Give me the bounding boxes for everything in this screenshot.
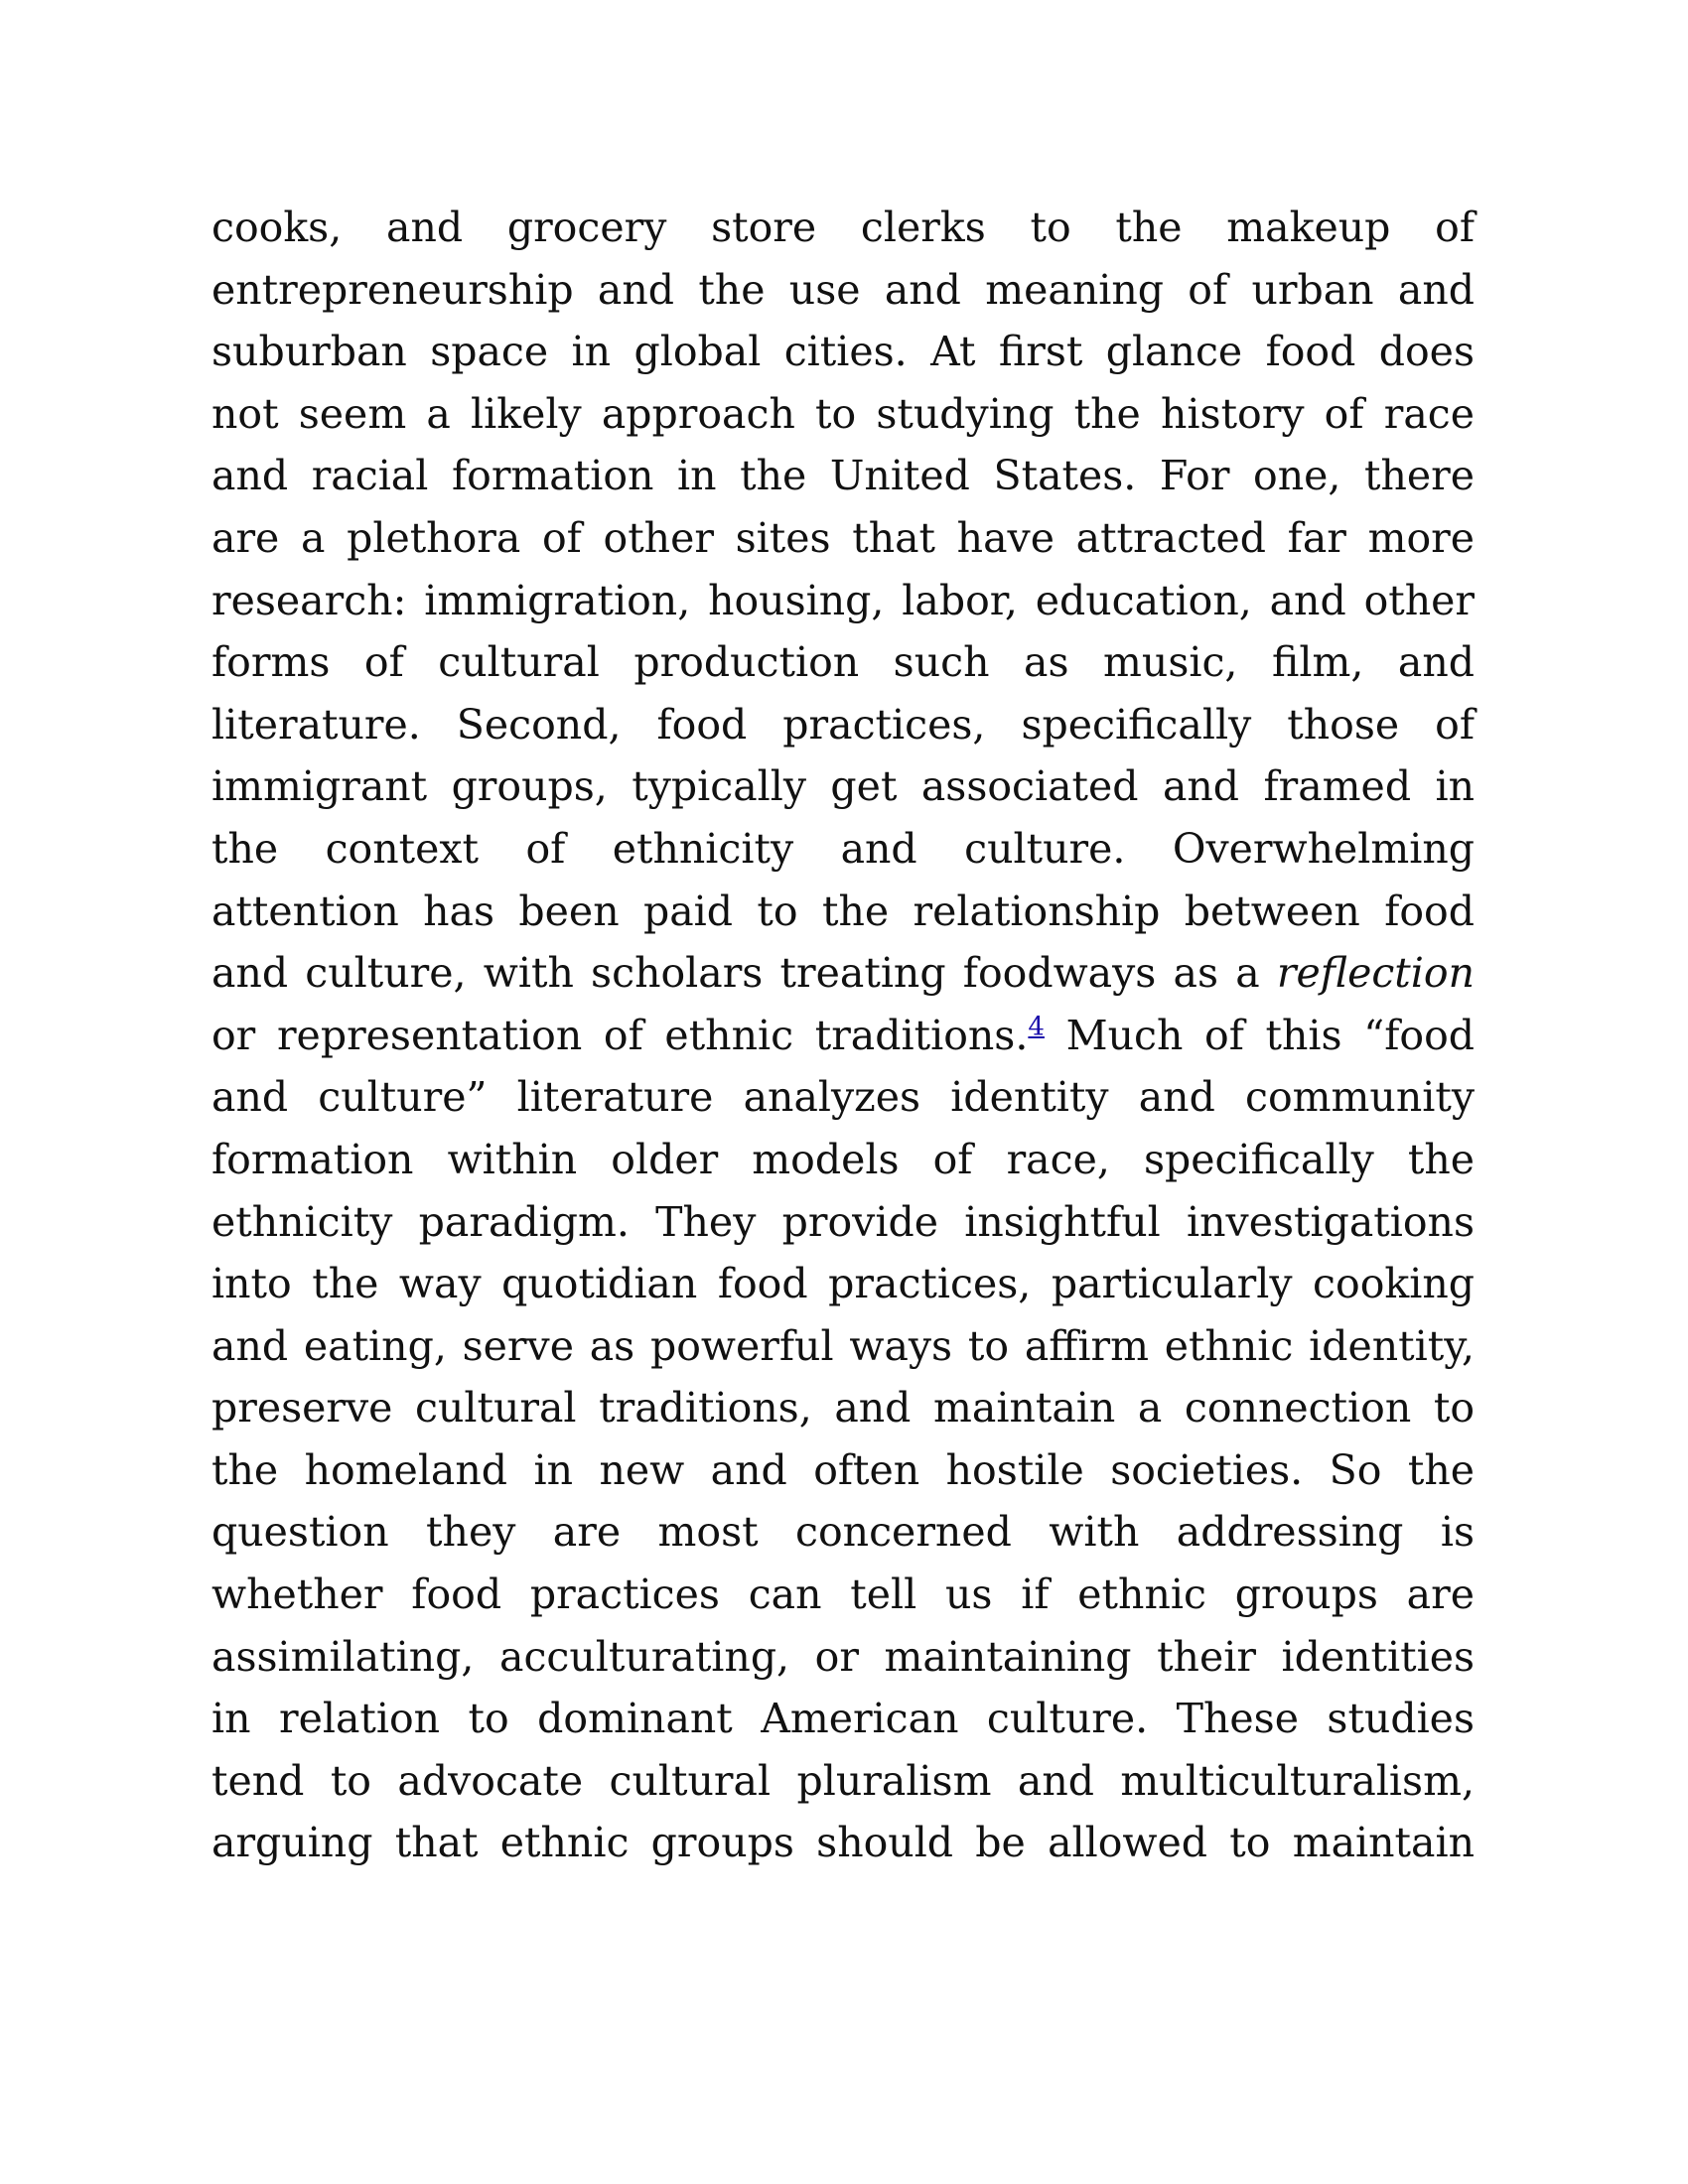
text-segment: and eating, serve as powerful ways to affirm ethnic identity, [211,1321,1475,1370]
text-segment: ethnicity paradigm. They provide insightful investigations [211,1197,1475,1246]
text-line [211,197,1475,259]
text-line [211,631,1475,694]
text-segment: entrepreneurship and the use and meaning of urban and [211,265,1475,314]
text-line [211,1750,1475,1813]
text-line [211,694,1475,756]
body-paragraph [211,197,1475,1874]
text-segment: immigrant groups, typically get associated and framed in [211,762,1475,811]
text-line [211,818,1475,881]
text-line [211,383,1475,446]
text-line [211,1066,1475,1129]
text-segment: literature. Second, food practices, specifically those of [211,700,1475,749]
text-segment: attention has been paid to the relationship between food [211,887,1475,935]
text-line [211,1129,1475,1191]
text-line [211,881,1475,943]
text-line [211,755,1475,818]
text-segment: whether food practices can tell us if ethnic groups are [211,1570,1475,1619]
text-line [211,1253,1475,1315]
text-line [211,1005,1475,1067]
text-segment: in relation to dominant American culture. These studies [211,1695,1475,1743]
text-segment: formation within older models of race, specifically the [211,1135,1475,1183]
text-segment: the homeland in new and often hostile societies. So the [211,1445,1475,1494]
text-segment: into the way quotidian food practices, particularly cooking [211,1260,1475,1308]
text-segment: Much of this “food [1044,1011,1476,1059]
italic-text: reflection [1276,949,1475,998]
text-line [211,1377,1475,1439]
text-line [211,1688,1475,1750]
text-line [211,1626,1475,1689]
text-line [211,1501,1475,1564]
text-segment: and racial formation in the United States. For one, there [211,452,1475,500]
text-segment: preserve cultural traditions, and maintain a connection to [211,1384,1475,1433]
text-line [211,1191,1475,1254]
text-line [211,321,1475,383]
text-segment: question they are most concerned with addressing is [211,1508,1475,1557]
text-line [211,1564,1475,1626]
text-segment: assimilating, acculturating, or maintaining their identities [211,1632,1475,1681]
text-line [211,1812,1475,1874]
text-segment: arguing that ethnic groups should be allowed to maintain [211,1819,1475,1867]
text-segment: tend to advocate cultural pluralism and multiculturalism, [211,1756,1475,1805]
text-line [211,1439,1475,1502]
text-line [211,445,1475,507]
text-segment: the context of ethnicity and culture. Overwhelming [211,824,1475,873]
text-line [211,259,1475,322]
text-line [211,570,1475,632]
text-segment: research: immigration, housing, labor, education, and other [211,576,1475,624]
footnote-link[interactable]: 4 [1028,1012,1045,1042]
text-line [211,942,1475,1005]
text-segment: or representation of ethnic traditions. [211,1011,1029,1059]
text-segment: suburban space in global cities. At first glance food does [211,328,1475,376]
text-segment: and culture” literature analyzes identity and community [211,1073,1475,1122]
text-segment: not seem a likely approach to studying the history of race [211,389,1475,438]
text-line [211,1315,1475,1378]
text-segment: cooks, and grocery store clerks to the makeup of [211,204,1475,251]
text-segment: are a plethora of other sites that have attracted far more [211,513,1475,562]
text-line [211,507,1475,570]
text-segment: and culture, with scholars treating foodways as a [211,949,1277,998]
text-segment: forms of cultural production such as music, film, and [211,638,1475,687]
